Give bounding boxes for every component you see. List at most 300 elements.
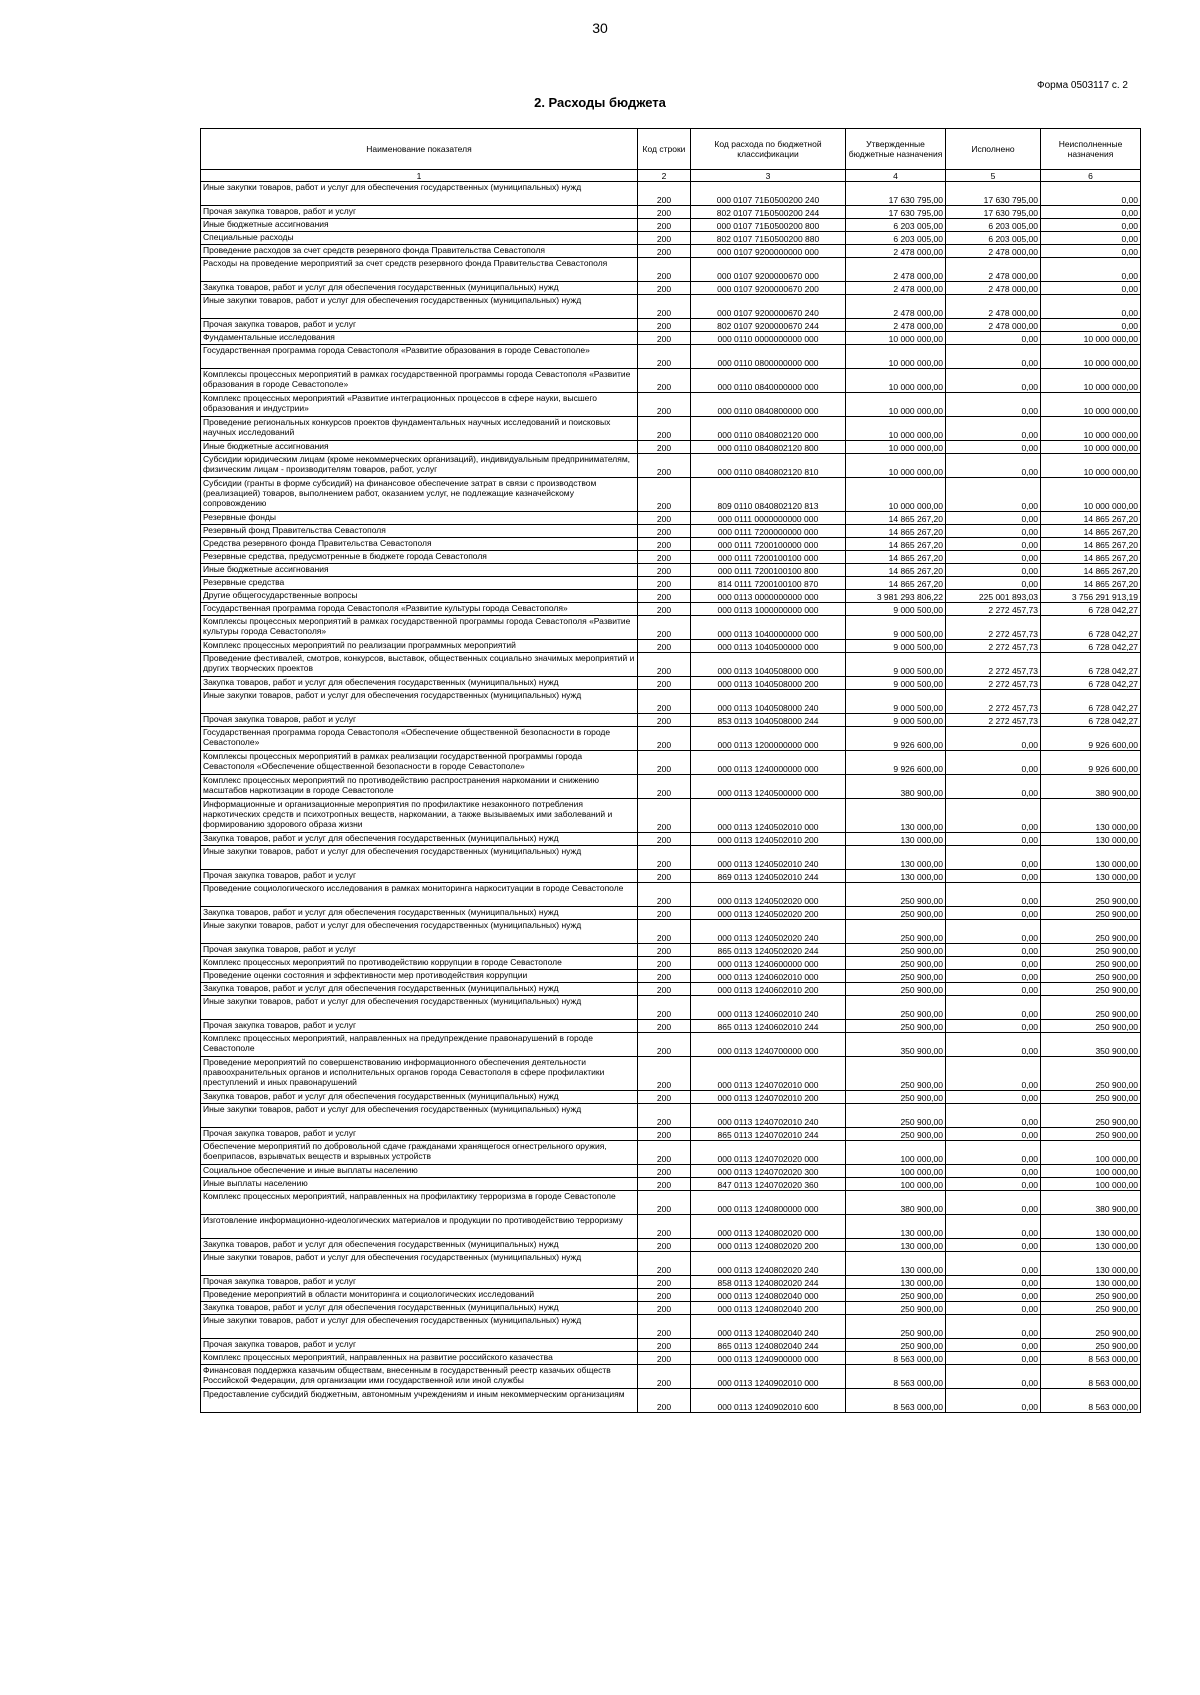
- row-line-code: 200: [638, 564, 691, 577]
- row-classification-code: 000 0110 0840800000 000: [691, 393, 846, 417]
- row-approved: 250 900,00: [846, 944, 946, 957]
- row-executed: 2 272 457,73: [946, 677, 1041, 690]
- header-line-code: Код строки: [638, 129, 691, 170]
- row-approved: 6 203 005,00: [846, 232, 946, 245]
- row-approved: 10 000 000,00: [846, 417, 946, 441]
- row-name: Иные бюджетные ассигнования: [201, 219, 638, 232]
- row-line-code: 200: [638, 603, 691, 616]
- row-name: Иные закупки товаров, работ и услуг для обеспечения государственных (муниципальных) нужд: [201, 1315, 638, 1339]
- row-approved: 9 926 600,00: [846, 727, 946, 751]
- header-classification-code: Код расхода по бюджетной классификации: [691, 129, 846, 170]
- row-approved: 9 000 500,00: [846, 677, 946, 690]
- row-line-code: 200: [638, 369, 691, 393]
- row-unexecuted: 10 000 000,00: [1041, 332, 1141, 345]
- row-line-code: 200: [638, 1389, 691, 1413]
- row-classification-code: 000 0113 1240700000 000: [691, 1033, 846, 1057]
- row-line-code: 200: [638, 1165, 691, 1178]
- row-approved: 2 478 000,00: [846, 282, 946, 295]
- row-approved: 9 000 500,00: [846, 714, 946, 727]
- section-title: 2. Расходы бюджета: [534, 95, 666, 110]
- row-classification-code: 000 0110 0840802120 000: [691, 417, 846, 441]
- table-row: [201, 970, 1141, 983]
- row-classification-code: 000 0113 1240802040 240: [691, 1315, 846, 1339]
- column-number-row: [201, 170, 1141, 182]
- row-classification-code: 000 0113 1240602010 200: [691, 983, 846, 996]
- row-line-code: 200: [638, 1365, 691, 1389]
- row-executed: 0,00: [946, 525, 1041, 538]
- row-line-code: 200: [638, 478, 691, 512]
- row-executed: 0,00: [946, 970, 1041, 983]
- row-unexecuted: 6 728 042,27: [1041, 677, 1141, 690]
- table-row: [201, 996, 1141, 1020]
- table-row: [201, 1128, 1141, 1141]
- column-number: 5: [946, 170, 1041, 182]
- row-classification-code: 000 0110 0840000000 000: [691, 369, 846, 393]
- row-name: Иные закупки товаров, работ и услуг для обеспечения государственных (муниципальных) нужд: [201, 1104, 638, 1128]
- row-line-code: 200: [638, 219, 691, 232]
- row-approved: 17 630 795,00: [846, 182, 946, 206]
- row-name: Иные закупки товаров, работ и услуг для обеспечения государственных (муниципальных) нужд: [201, 846, 638, 870]
- row-unexecuted: 250 900,00: [1041, 920, 1141, 944]
- row-classification-code: 802 0107 9200000670 244: [691, 319, 846, 332]
- row-line-code: 200: [638, 1020, 691, 1033]
- row-approved: 130 000,00: [846, 833, 946, 846]
- table-row: [201, 478, 1141, 512]
- row-classification-code: 000 0113 1240802040 200: [691, 1302, 846, 1315]
- row-classification-code: 000 0113 1000000000 000: [691, 603, 846, 616]
- row-name: Комплекс процессных мероприятий, направленных на предупреждение правонарушений в городе Севастополе: [201, 1033, 638, 1057]
- row-unexecuted: 6 728 042,27: [1041, 653, 1141, 677]
- row-executed: 225 001 893,03: [946, 590, 1041, 603]
- row-name: Прочая закупка товаров, работ и услуг: [201, 1020, 638, 1033]
- row-unexecuted: 6 728 042,27: [1041, 603, 1141, 616]
- row-line-code: 200: [638, 590, 691, 603]
- row-approved: 250 900,00: [846, 1302, 946, 1315]
- row-approved: 10 000 000,00: [846, 478, 946, 512]
- row-line-code: 200: [638, 799, 691, 833]
- row-unexecuted: 10 000 000,00: [1041, 345, 1141, 369]
- row-approved: 2 478 000,00: [846, 319, 946, 332]
- row-executed: 17 630 795,00: [946, 206, 1041, 219]
- row-approved: 3 981 293 806,22: [846, 590, 946, 603]
- table-row: [201, 319, 1141, 332]
- table-row: [201, 1315, 1141, 1339]
- row-unexecuted: 10 000 000,00: [1041, 441, 1141, 454]
- row-executed: 2 478 000,00: [946, 258, 1041, 282]
- row-name: Прочая закупка товаров, работ и услуг: [201, 319, 638, 332]
- header-row: [201, 129, 1141, 170]
- row-unexecuted: 100 000,00: [1041, 1178, 1141, 1191]
- row-unexecuted: 9 926 600,00: [1041, 751, 1141, 775]
- row-line-code: 200: [638, 714, 691, 727]
- row-name: Проведение расходов за счет средств резервного фонда Правительства Севастополя: [201, 245, 638, 258]
- table-row: [201, 345, 1141, 369]
- row-executed: 0,00: [946, 1365, 1041, 1389]
- row-classification-code: 809 0110 0840802120 813: [691, 478, 846, 512]
- table-row: [201, 799, 1141, 833]
- row-classification-code: 000 0113 1240502020 000: [691, 883, 846, 907]
- row-executed: 2 272 457,73: [946, 714, 1041, 727]
- row-classification-code: 000 0113 1240602010 000: [691, 970, 846, 983]
- row-name: Иные выплаты населению: [201, 1178, 638, 1191]
- row-executed: 0,00: [946, 1033, 1041, 1057]
- table-row: [201, 1302, 1141, 1315]
- budget-expenses-table: [200, 128, 1141, 1413]
- row-line-code: 200: [638, 332, 691, 345]
- form-code: Форма 0503117 с. 2: [1036, 80, 1128, 91]
- row-approved: 250 900,00: [846, 1057, 946, 1091]
- row-name: Иные бюджетные ассигнования: [201, 564, 638, 577]
- row-executed: 0,00: [946, 920, 1041, 944]
- row-executed: 6 203 005,00: [946, 232, 1041, 245]
- table-row: [201, 393, 1141, 417]
- row-name: Прочая закупка товаров, работ и услуг: [201, 206, 638, 219]
- row-executed: 0,00: [946, 577, 1041, 590]
- row-classification-code: 000 0113 1040000000 000: [691, 616, 846, 640]
- row-unexecuted: 14 865 267,20: [1041, 551, 1141, 564]
- row-classification-code: 000 0107 71Б0500200 240: [691, 182, 846, 206]
- row-approved: 10 000 000,00: [846, 393, 946, 417]
- row-classification-code: 000 0111 7200100100 000: [691, 551, 846, 564]
- row-classification-code: 869 0113 1240502010 244: [691, 870, 846, 883]
- row-name: Прочая закупка товаров, работ и услуг: [201, 870, 638, 883]
- table-row: [201, 1104, 1141, 1128]
- row-line-code: 200: [638, 1315, 691, 1339]
- row-unexecuted: 10 000 000,00: [1041, 417, 1141, 441]
- row-name: Иные закупки товаров, работ и услуг для обеспечения государственных (муниципальных) нужд: [201, 920, 638, 944]
- row-approved: 14 865 267,20: [846, 512, 946, 525]
- row-unexecuted: 250 900,00: [1041, 970, 1141, 983]
- row-unexecuted: 250 900,00: [1041, 1091, 1141, 1104]
- row-approved: 380 900,00: [846, 775, 946, 799]
- table-row: [201, 1141, 1141, 1165]
- row-executed: 0,00: [946, 417, 1041, 441]
- row-unexecuted: 0,00: [1041, 219, 1141, 232]
- row-name: Резервные средства, предусмотренные в бюджете города Севастополя: [201, 551, 638, 564]
- row-unexecuted: 250 900,00: [1041, 996, 1141, 1020]
- row-classification-code: 000 0113 1040508000 240: [691, 690, 846, 714]
- row-classification-code: 000 0110 0000000000 000: [691, 332, 846, 345]
- table-row: [201, 1215, 1141, 1239]
- row-line-code: 200: [638, 1033, 691, 1057]
- row-approved: 380 900,00: [846, 1191, 946, 1215]
- row-line-code: 200: [638, 846, 691, 870]
- table-row: [201, 870, 1141, 883]
- row-classification-code: 000 0113 1240902010 600: [691, 1389, 846, 1413]
- row-classification-code: 853 0113 1040508000 244: [691, 714, 846, 727]
- row-approved: 130 000,00: [846, 1252, 946, 1276]
- row-executed: 0,00: [946, 944, 1041, 957]
- row-classification-code: 000 0107 9200000670 200: [691, 282, 846, 295]
- row-approved: 8 563 000,00: [846, 1389, 946, 1413]
- row-unexecuted: 8 563 000,00: [1041, 1352, 1141, 1365]
- row-unexecuted: 130 000,00: [1041, 846, 1141, 870]
- row-classification-code: 000 0113 1240502020 200: [691, 907, 846, 920]
- row-classification-code: 000 0113 1040508000 000: [691, 653, 846, 677]
- row-classification-code: 000 0107 71Б0500200 800: [691, 219, 846, 232]
- row-approved: 10 000 000,00: [846, 454, 946, 478]
- row-name: Закупка товаров, работ и услуг для обеспечения государственных (муниципальных) нужд: [201, 282, 638, 295]
- row-line-code: 200: [638, 616, 691, 640]
- row-approved: 100 000,00: [846, 1165, 946, 1178]
- row-line-code: 200: [638, 441, 691, 454]
- row-name: Субсидии (гранты в форме субсидий) на финансовое обеспечение затрат в связи с производством (реализацией) товаров, выполнением работ, оказанием услуг, не подлежащие казначейскому сопровождению: [201, 478, 638, 512]
- row-executed: 2 478 000,00: [946, 319, 1041, 332]
- table-row: [201, 1033, 1141, 1057]
- row-name: Комплекс процессных мероприятий, направленных на развитие российского казачества: [201, 1352, 638, 1365]
- row-classification-code: 000 0113 1240702010 240: [691, 1104, 846, 1128]
- row-classification-code: 000 0113 1240902010 000: [691, 1365, 846, 1389]
- row-unexecuted: 250 900,00: [1041, 1339, 1141, 1352]
- row-line-code: 200: [638, 282, 691, 295]
- row-name: Закупка товаров, работ и услуг для обеспечения государственных (муниципальных) нужд: [201, 983, 638, 996]
- row-approved: 9 000 500,00: [846, 653, 946, 677]
- row-approved: 250 900,00: [846, 920, 946, 944]
- row-executed: 0,00: [946, 441, 1041, 454]
- row-line-code: 200: [638, 245, 691, 258]
- row-unexecuted: 3 756 291 913,19: [1041, 590, 1141, 603]
- table-row: [201, 538, 1141, 551]
- row-unexecuted: 0,00: [1041, 206, 1141, 219]
- row-line-code: 200: [638, 727, 691, 751]
- row-line-code: 200: [638, 775, 691, 799]
- row-approved: 250 900,00: [846, 1315, 946, 1339]
- row-classification-code: 000 0113 1040500000 000: [691, 640, 846, 653]
- row-name: Комплекс процессных мероприятий по противодействию распространения наркомании и снижению масштабов наркотизации в городе Севастополе: [201, 775, 638, 799]
- table-row: [201, 677, 1141, 690]
- row-unexecuted: 14 865 267,20: [1041, 538, 1141, 551]
- row-name: Проведение социологического исследования в рамках мониторинга наркоситуации в городе Севастополе: [201, 883, 638, 907]
- row-executed: 6 203 005,00: [946, 219, 1041, 232]
- table-row: [201, 590, 1141, 603]
- row-unexecuted: 10 000 000,00: [1041, 478, 1141, 512]
- table-row: [201, 512, 1141, 525]
- row-approved: 9 000 500,00: [846, 616, 946, 640]
- row-unexecuted: 250 900,00: [1041, 1020, 1141, 1033]
- row-name: Комплекс процессных мероприятий, направленных на профилактику терроризма в городе Севастополе: [201, 1191, 638, 1215]
- row-approved: 130 000,00: [846, 1239, 946, 1252]
- row-name: Комплекс процессных мероприятий «Развитие интеграционных процессов в сфере науки, высшего образования и индустрии»: [201, 393, 638, 417]
- row-line-code: 200: [638, 1128, 691, 1141]
- row-approved: 250 900,00: [846, 996, 946, 1020]
- row-classification-code: 000 0111 0000000000 000: [691, 512, 846, 525]
- row-name: Социальное обеспечение и иные выплаты населению: [201, 1165, 638, 1178]
- row-executed: 0,00: [946, 1352, 1041, 1365]
- row-unexecuted: 250 900,00: [1041, 1289, 1141, 1302]
- row-classification-code: 000 0113 1240802020 200: [691, 1239, 846, 1252]
- row-name: Проведение фестивалей, смотров, конкурсов, выставок, общественных социально значимых мероприятий и других творческих проектов: [201, 653, 638, 677]
- table-row: [201, 219, 1141, 232]
- row-executed: 0,00: [946, 775, 1041, 799]
- row-executed: 0,00: [946, 1339, 1041, 1352]
- row-executed: 0,00: [946, 369, 1041, 393]
- table-row: [201, 551, 1141, 564]
- row-unexecuted: 250 900,00: [1041, 957, 1141, 970]
- row-executed: 0,00: [946, 1191, 1041, 1215]
- row-unexecuted: 130 000,00: [1041, 1215, 1141, 1239]
- row-unexecuted: 10 000 000,00: [1041, 393, 1141, 417]
- table-row: [201, 1178, 1141, 1191]
- row-unexecuted: 250 900,00: [1041, 883, 1141, 907]
- row-classification-code: 000 0113 1240800000 000: [691, 1191, 846, 1215]
- row-executed: 0,00: [946, 907, 1041, 920]
- row-classification-code: 000 0113 1240502010 200: [691, 833, 846, 846]
- table-row: [201, 564, 1141, 577]
- row-executed: 0,00: [946, 1091, 1041, 1104]
- header-executed: Исполнено: [946, 129, 1041, 170]
- row-line-code: 200: [638, 232, 691, 245]
- row-classification-code: 000 0111 7200100000 000: [691, 538, 846, 551]
- row-classification-code: 000 0113 1240702020 300: [691, 1165, 846, 1178]
- row-line-code: 200: [638, 640, 691, 653]
- row-executed: 0,00: [946, 564, 1041, 577]
- table-row: [201, 1352, 1141, 1365]
- row-line-code: 200: [638, 957, 691, 970]
- row-executed: 0,00: [946, 1165, 1041, 1178]
- row-line-code: 200: [638, 417, 691, 441]
- row-name: Резервные фонды: [201, 512, 638, 525]
- row-line-code: 200: [638, 1091, 691, 1104]
- row-name: Комплексы процессных мероприятий в рамках реализации государственной программы города Севастополя «Обеспечение общественной безопасности в городе Севастополе»: [201, 751, 638, 775]
- row-unexecuted: 250 900,00: [1041, 983, 1141, 996]
- row-line-code: 200: [638, 870, 691, 883]
- row-unexecuted: 0,00: [1041, 245, 1141, 258]
- row-unexecuted: 14 865 267,20: [1041, 564, 1141, 577]
- row-name: Предоставление субсидий бюджетным, автономным учреждениям и иным некоммерческим организациям: [201, 1389, 638, 1413]
- row-executed: 0,00: [946, 1289, 1041, 1302]
- row-unexecuted: 250 900,00: [1041, 907, 1141, 920]
- row-name: Прочая закупка товаров, работ и услуг: [201, 1276, 638, 1289]
- row-name: Иные закупки товаров, работ и услуг для обеспечения государственных (муниципальных) нужд: [201, 690, 638, 714]
- row-approved: 250 900,00: [846, 1128, 946, 1141]
- table-row: [201, 577, 1141, 590]
- row-unexecuted: 0,00: [1041, 232, 1141, 245]
- row-line-code: 200: [638, 1276, 691, 1289]
- row-approved: 250 900,00: [846, 1020, 946, 1033]
- table-row: [201, 907, 1141, 920]
- row-name: Проведение оценки состояния и эффективности мер противодействия коррупции: [201, 970, 638, 983]
- row-line-code: 200: [638, 525, 691, 538]
- row-unexecuted: 250 900,00: [1041, 944, 1141, 957]
- row-approved: 100 000,00: [846, 1141, 946, 1165]
- header-name: Наименование показателя: [201, 129, 638, 170]
- table-body: [201, 182, 1141, 1413]
- row-unexecuted: 130 000,00: [1041, 799, 1141, 833]
- table-row: [201, 846, 1141, 870]
- row-unexecuted: 0,00: [1041, 182, 1141, 206]
- row-approved: 9 926 600,00: [846, 751, 946, 775]
- row-approved: 10 000 000,00: [846, 332, 946, 345]
- table-row: [201, 525, 1141, 538]
- row-name: Прочая закупка товаров, работ и услуг: [201, 1128, 638, 1141]
- row-executed: 17 630 795,00: [946, 182, 1041, 206]
- row-executed: 0,00: [946, 1141, 1041, 1165]
- row-approved: 14 865 267,20: [846, 577, 946, 590]
- row-unexecuted: 130 000,00: [1041, 833, 1141, 846]
- table-row: [201, 690, 1141, 714]
- row-unexecuted: 6 728 042,27: [1041, 640, 1141, 653]
- row-unexecuted: 8 563 000,00: [1041, 1389, 1141, 1413]
- table-row: [201, 775, 1141, 799]
- row-unexecuted: 10 000 000,00: [1041, 454, 1141, 478]
- table-row: [201, 441, 1141, 454]
- row-line-code: 200: [638, 907, 691, 920]
- table-row: [201, 369, 1141, 393]
- row-name: Государственная программа города Севастополя «Развитие культуры города Севастополя»: [201, 603, 638, 616]
- row-classification-code: 000 0113 1240900000 000: [691, 1352, 846, 1365]
- row-line-code: 200: [638, 883, 691, 907]
- row-line-code: 200: [638, 345, 691, 369]
- row-classification-code: 000 0111 7200100100 800: [691, 564, 846, 577]
- row-executed: 2 478 000,00: [946, 245, 1041, 258]
- row-line-code: 200: [638, 512, 691, 525]
- table-row: [201, 258, 1141, 282]
- row-name: Иные закупки товаров, работ и услуг для обеспечения государственных (муниципальных) нужд: [201, 295, 638, 319]
- row-classification-code: 000 0107 9200000670 000: [691, 258, 846, 282]
- table-row: [201, 714, 1141, 727]
- table-row: [201, 245, 1141, 258]
- table-row: [201, 1339, 1141, 1352]
- row-executed: 0,00: [946, 1057, 1041, 1091]
- row-name: Резервные средства: [201, 577, 638, 590]
- column-number: 4: [846, 170, 946, 182]
- row-approved: 250 900,00: [846, 1289, 946, 1302]
- row-classification-code: 000 0113 1240702020 000: [691, 1141, 846, 1165]
- row-name: Иные бюджетные ассигнования: [201, 441, 638, 454]
- row-approved: 8 563 000,00: [846, 1365, 946, 1389]
- table-row: [201, 833, 1141, 846]
- row-line-code: 200: [638, 577, 691, 590]
- row-approved: 130 000,00: [846, 846, 946, 870]
- row-name: Закупка товаров, работ и услуг для обеспечения государственных (муниципальных) нужд: [201, 1091, 638, 1104]
- row-line-code: 200: [638, 1057, 691, 1091]
- row-name: Комплексы процессных мероприятий в рамках государственной программы города Севастополя «Развитие культуры города Севастополя»: [201, 616, 638, 640]
- row-name: Проведение мероприятий в области мониторинга и социологических исследований: [201, 1289, 638, 1302]
- row-line-code: 200: [638, 944, 691, 957]
- row-classification-code: 000 0113 1240802020 000: [691, 1215, 846, 1239]
- row-line-code: 200: [638, 182, 691, 206]
- row-name: Расходы на проведение мероприятий за счет средств резервного фонда Правительства Севастополя: [201, 258, 638, 282]
- row-approved: 2 478 000,00: [846, 245, 946, 258]
- row-name: Обеспечение мероприятий по добровольной сдаче гражданами хранящегося огнестрельного оружия, боеприпасов, взрывчатых веществ и взрывных устройств: [201, 1141, 638, 1165]
- row-classification-code: 000 0107 9200000670 240: [691, 295, 846, 319]
- row-unexecuted: 10 000 000,00: [1041, 369, 1141, 393]
- row-executed: 0,00: [946, 393, 1041, 417]
- row-line-code: 200: [638, 1215, 691, 1239]
- table-row: [201, 944, 1141, 957]
- row-approved: 9 000 500,00: [846, 690, 946, 714]
- row-classification-code: 865 0113 1240502020 244: [691, 944, 846, 957]
- row-classification-code: 000 0113 1240000000 000: [691, 751, 846, 775]
- row-classification-code: 000 0107 9200000000 000: [691, 245, 846, 258]
- row-classification-code: 000 0110 0840802120 810: [691, 454, 846, 478]
- table-row: [201, 295, 1141, 319]
- row-executed: 0,00: [946, 996, 1041, 1020]
- row-unexecuted: 100 000,00: [1041, 1141, 1141, 1165]
- row-approved: 350 900,00: [846, 1033, 946, 1057]
- row-executed: 0,00: [946, 551, 1041, 564]
- row-name: Финансовая поддержка казачьим обществам, внесенным в государственный реестр казачьих обществ Российской Федерации, для организации ими государственной или иной службы: [201, 1365, 638, 1389]
- row-approved: 250 900,00: [846, 970, 946, 983]
- row-unexecuted: 250 900,00: [1041, 1302, 1141, 1315]
- row-executed: 2 478 000,00: [946, 295, 1041, 319]
- row-name: Иные закупки товаров, работ и услуг для обеспечения государственных (муниципальных) нужд: [201, 996, 638, 1020]
- row-name: Субсидии юридическим лицам (кроме некоммерческих организаций), индивидуальным предпринимателям, физическим лицам - производителям товаров, работ, услуг: [201, 454, 638, 478]
- table-row: [201, 1057, 1141, 1091]
- row-unexecuted: 0,00: [1041, 295, 1141, 319]
- row-approved: 9 000 500,00: [846, 603, 946, 616]
- row-line-code: 200: [638, 295, 691, 319]
